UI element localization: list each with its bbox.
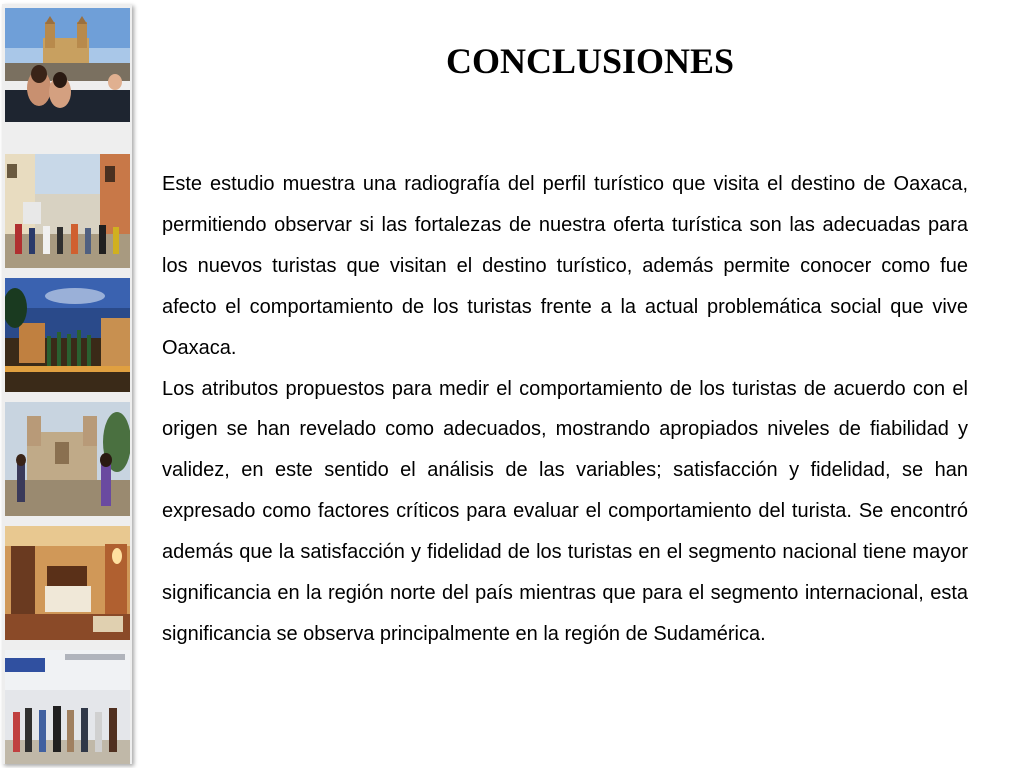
slide-title: CONCLUSIONES [445, 41, 735, 81]
photo-strip [2, 4, 132, 764]
conclusion-paragraph: Este estudio muestra una radiografía del perfil turístico que visita el destino de Oaxaca, permitiendo observar si las fortalezas de nuestra oferta turística son las adecuadas para los nuevos turistas que visitan el destino turístico, además permite conocer como fue afecto el comportamiento de los turistas frente a la actual problemática social que vive Oaxaca. [162, 173, 968, 359]
cathedral-pool-photo [5, 8, 130, 122]
church-plaza-photo [5, 402, 130, 516]
hotel-room-photo [5, 526, 130, 640]
conclusion-paragraph: Los atributos propuestos para medir el comportamiento de los turistas de acuerdo con el origen se han revelado como adecuados, mostrando apropiados niveles de fiabilidad y validez, en este sentido el análisis de las variables; satisfacción y fidelidad, se han expresado como factores críticos para evaluar el comportamiento del turista. Se encontró además que la satisfacción y fidelidad de los turistas en el segmento nacional tiene mayor significancia en la región norte del país mientras que para el segmento internacional, esta significancia se observa principalmente en la región de Sudamérica. [162, 377, 968, 645]
conclusions-body [162, 164, 968, 655]
market-crowd-photo [5, 650, 130, 764]
street-crowd-photo [5, 154, 130, 268]
night-garden-photo [5, 278, 130, 392]
